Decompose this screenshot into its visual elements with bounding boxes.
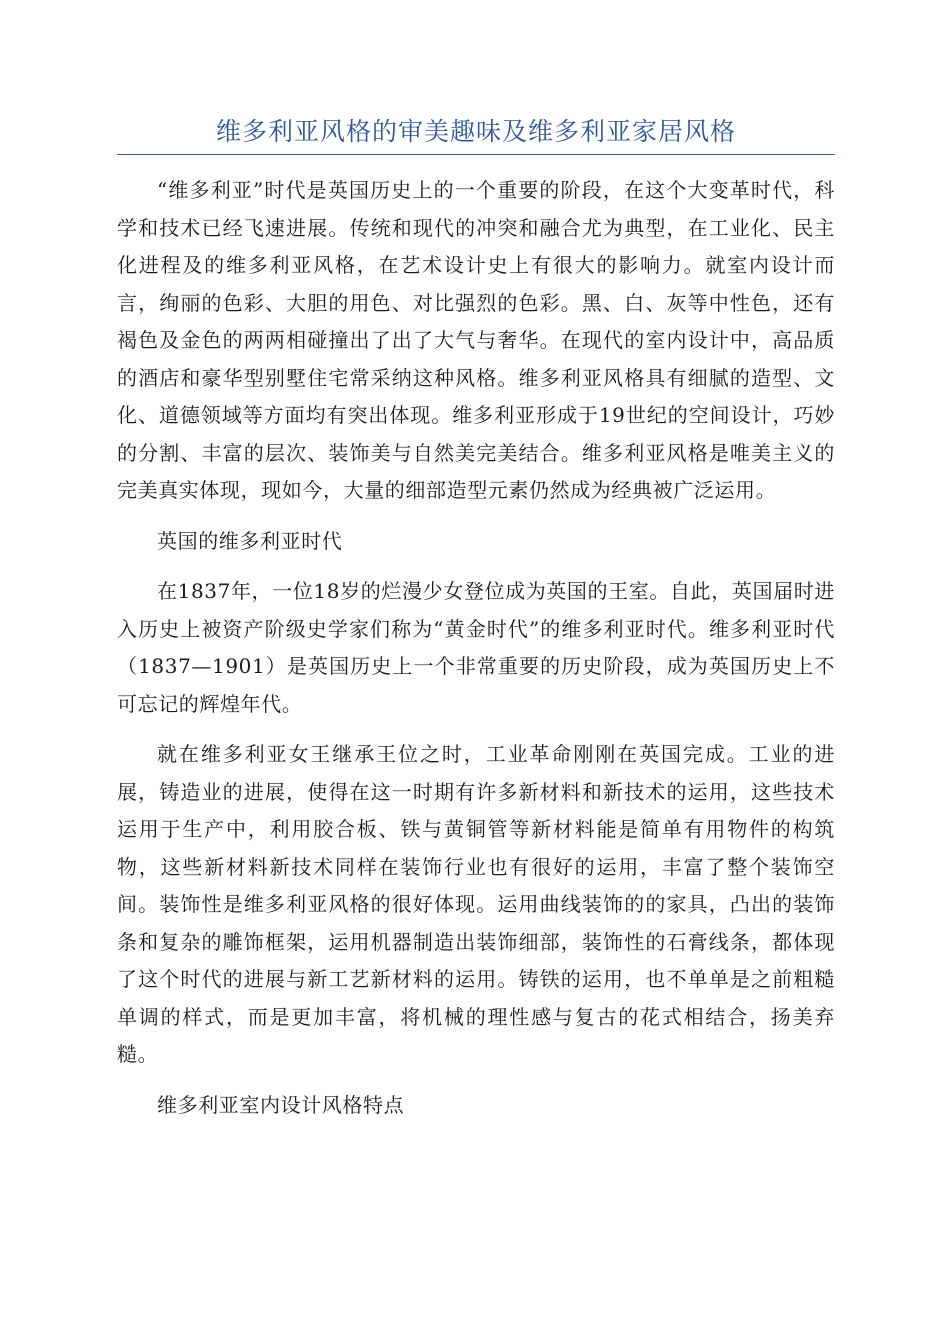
paragraph-industrial-revolution: 就在维多利亚女王继承王位之时，工业革命刚刚在英国完成。工业的进展，铸造业的进展，使得在这一时期有许多新材料和新技术的运用，这些技术运用于生产中，利用胶合板、铁与黄铜管等新材料能是简单有用物件的构筑物，这些新材料新技术同样在装饰行业也有很好的运用，丰富了整个装饰空间。装饰性是维多利亚风格的很好体现。运用曲线装饰的的家具，凸出的装饰条和复杂的雕饰框架，运用机器制造出装饰细部，装饰性的石膏线条，都体现了这个时代的进展与新工艺新材料的运用。铸铁的运用，也不单单是之前粗糙单调的样式，而是更加丰富，将机械的理性感与复古的花式相结合，扬美弃糙。 [117, 742, 835, 1066]
section-heading-victorian-era: 英国的维多利亚时代 [157, 528, 343, 553]
paragraph-queen-accession: 在1837年，一位18岁的烂漫少女登位成为英国的王室。自此，英国届时进入历史上被资产阶级史学家们称为“黄金时代”的维多利亚时代。维多利亚时代（1837—1901）是英国历史上一个非常重要的历史阶段，成为英国历史上不可忘记的辉煌年代。 [117, 579, 835, 716]
intro-paragraph: “维多利亚”时代是英国历史上的一个重要的阶段，在这个大变革时代，科学和技术已经飞速进展。传统和现代的冲突和融合尤为典型，在工业化、民主化进程及的维多利亚风格，在艺术设计史上有很大的影响力。就室内设计而言，绚丽的色彩、大胆的用色、对比强烈的色彩。黑、白、灰等中性色，还有褐色及金色的两两相碰撞出了出了大气与奢华。在现代的室内设计中，高品质的酒店和豪华型别墅住宅常采纳这种风格。维多利亚风格具有细腻的造型、文化、道德领域等方面均有突出体现。维多利亚形成于19世纪的空间设计，巧妙的分割、丰富的层次、装饰美与自然美完美结合。维多利亚风格是唯美主义的完美真实体现，现如今，大量的细部造型元素仍然成为经典被广泛运用。 [117, 178, 835, 502]
document-page [117, 112, 835, 1137]
section-heading-interior-style: 维多利亚室内设计风格特点 [157, 1092, 405, 1117]
document-title: 维多利亚风格的审美趣味及维多利亚家居风格 [117, 112, 835, 155]
document-body [117, 172, 835, 1124]
